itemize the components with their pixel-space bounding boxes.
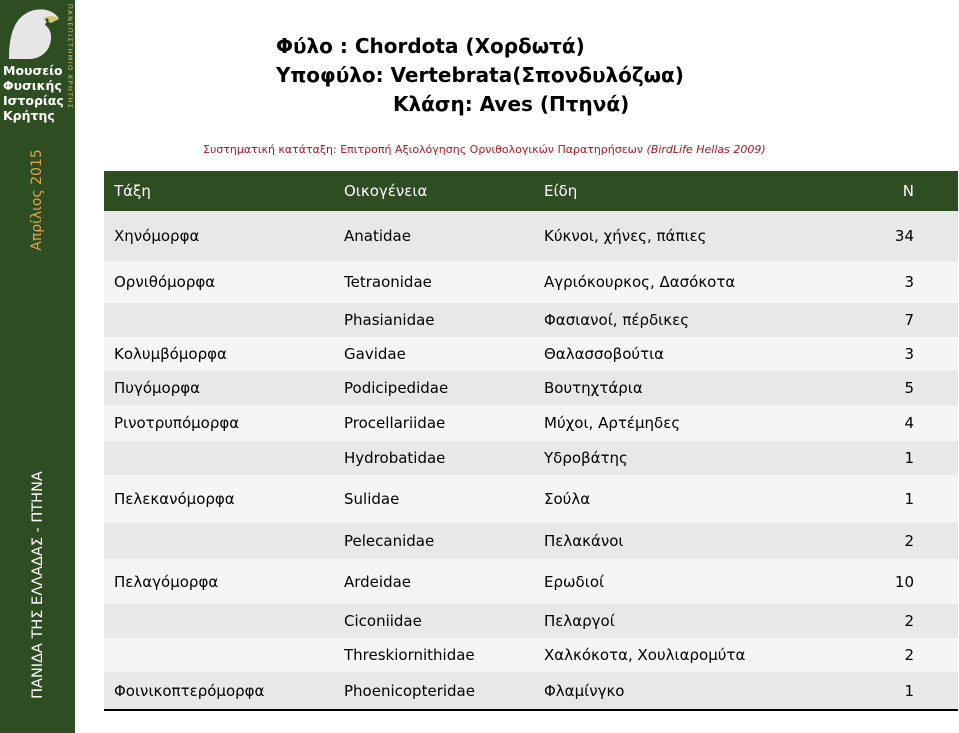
- cell-family: Tetraonidae: [344, 273, 432, 291]
- cell-species: Μύχοι, Αρτέμηδες: [544, 414, 681, 432]
- cell-family: Procellariidae: [344, 414, 446, 432]
- table-row: [104, 638, 958, 672]
- cell-order: Ορνιθόμορφα: [114, 273, 216, 291]
- museum-logo: [0, 0, 75, 128]
- cell-count: 2: [904, 646, 914, 664]
- table-row: [104, 371, 958, 405]
- museum-name-line: Ιστορίας: [3, 93, 64, 108]
- cell-family: Threskiornithidae: [344, 646, 475, 664]
- cell-species: Κύκνοι, χήνες, πάπιες: [544, 227, 707, 245]
- cell-species: Σούλα: [544, 490, 591, 508]
- cell-order: [104, 303, 334, 337]
- table-row: [104, 523, 958, 559]
- cell-order: Πυγόμορφα: [114, 379, 201, 397]
- cell-species: Υδροβάτης: [544, 449, 628, 467]
- sidebar-date: Απρίλιος 2015: [29, 149, 45, 251]
- cell-count: 10: [894, 572, 914, 591]
- cell-count: 3: [904, 345, 914, 363]
- title-phylum: Φύλο : Chordota (Χορδωτά): [276, 34, 585, 58]
- cell-count: 2: [904, 532, 914, 550]
- cell-count: 5: [904, 379, 914, 397]
- cell-family: Anatidae: [344, 227, 411, 245]
- cell-species: Βουτηχτάρια: [544, 379, 643, 397]
- table-row: [104, 559, 958, 604]
- table-row: [104, 475, 958, 523]
- cell-family: Podicipedidae: [344, 379, 449, 397]
- header-species: Είδη: [544, 182, 578, 200]
- cell-family: Phoenicopteridae: [344, 681, 475, 700]
- table-row: [104, 211, 958, 261]
- classification-source: [203, 143, 766, 156]
- bird-logo-icon: [3, 3, 65, 61]
- source-citation: (BirdLife Hellas 2009): [646, 143, 766, 156]
- header-count: Ν: [902, 182, 914, 200]
- cell-family: Hydrobatidae: [344, 449, 446, 467]
- cell-count: 1: [904, 681, 914, 700]
- cell-family: Gavidae: [344, 345, 406, 363]
- cell-count: 1: [904, 490, 914, 508]
- cell-species: Πελαργοί: [544, 612, 615, 630]
- cell-species: Χαλκόκοτα, Χουλιαρομύτα: [544, 646, 746, 664]
- table-row: [104, 441, 958, 475]
- cell-order: Ρινοτρυπόμορφα: [114, 414, 240, 432]
- cell-family: Ardeidae: [344, 572, 412, 591]
- sidebar-title: ΠΑΝΙΔΑ ΤΗΣ ΕΛΛΑΔΑΣ - ΠΤΗΝΑ: [30, 471, 46, 699]
- cell-count: 2: [904, 612, 914, 630]
- cell-count: 3: [904, 273, 914, 291]
- cell-species: Αγριόκουρκος, Δασόκοτα: [544, 273, 736, 291]
- table-row: [104, 337, 958, 371]
- cell-species: Ερωδιοί: [544, 572, 605, 591]
- table-header-row: [104, 171, 958, 211]
- table-row: [104, 405, 958, 441]
- cell-order: [104, 604, 334, 638]
- cell-species: Πελακάνοι: [544, 532, 624, 550]
- cell-order: Πελαγόμορφα: [114, 572, 219, 591]
- header-family: Οικογένεια: [344, 182, 428, 200]
- cell-family: Phasianidae: [344, 311, 435, 329]
- cell-order: Φοινικοπτερόμορφα: [114, 681, 265, 700]
- table-row: [104, 672, 958, 710]
- cell-order: [104, 638, 334, 672]
- table-row: [104, 261, 958, 303]
- cell-order: Κολυμβόμορφα: [114, 345, 227, 363]
- cell-count: 34: [894, 227, 914, 245]
- cell-species: Φλαμίνγκο: [544, 681, 625, 700]
- table-row: [104, 303, 958, 337]
- cell-family: Pelecanidae: [344, 532, 435, 550]
- museum-name: [3, 63, 63, 123]
- university-label: ΠΑΝΕΠΙΣΤΗΜΙΟ ΚΡΗΤΗΣ: [66, 4, 74, 110]
- bird-orders-table: [104, 171, 958, 711]
- cell-order: Χηνόμορφα: [114, 227, 200, 245]
- source-text: Συστηματική κατάταξη: Επιτροπή Αξιολόγησης Ορνιθολογικών Παρατηρήσεων: [203, 143, 647, 156]
- cell-order: [104, 441, 334, 475]
- cell-order: [104, 523, 334, 559]
- cell-count: 4: [904, 414, 914, 432]
- cell-count: 7: [904, 311, 914, 329]
- museum-name-line: Κρήτης: [3, 108, 55, 123]
- title-subphylum: Υποφύλο: Vertebrata(Σπονδυλόζωα): [276, 63, 684, 87]
- header-order: Τάξη: [114, 182, 151, 200]
- left-sidebar: [0, 0, 75, 733]
- cell-species: Θαλασσοβούτια: [544, 345, 665, 363]
- museum-name-line: Μουσείο: [3, 63, 63, 78]
- cell-family: Sulidae: [344, 490, 400, 508]
- cell-count: 1: [904, 449, 914, 467]
- museum-name-line: Φυσικής: [3, 78, 62, 93]
- cell-species: Φασιανοί, πέρδικες: [544, 311, 689, 329]
- cell-family: Ciconiidae: [344, 612, 422, 630]
- table-row: [104, 604, 958, 638]
- cell-order: Πελεκανόμορφα: [114, 490, 235, 508]
- title-class: Κλάση: Aves (Πτηνά): [393, 92, 630, 116]
